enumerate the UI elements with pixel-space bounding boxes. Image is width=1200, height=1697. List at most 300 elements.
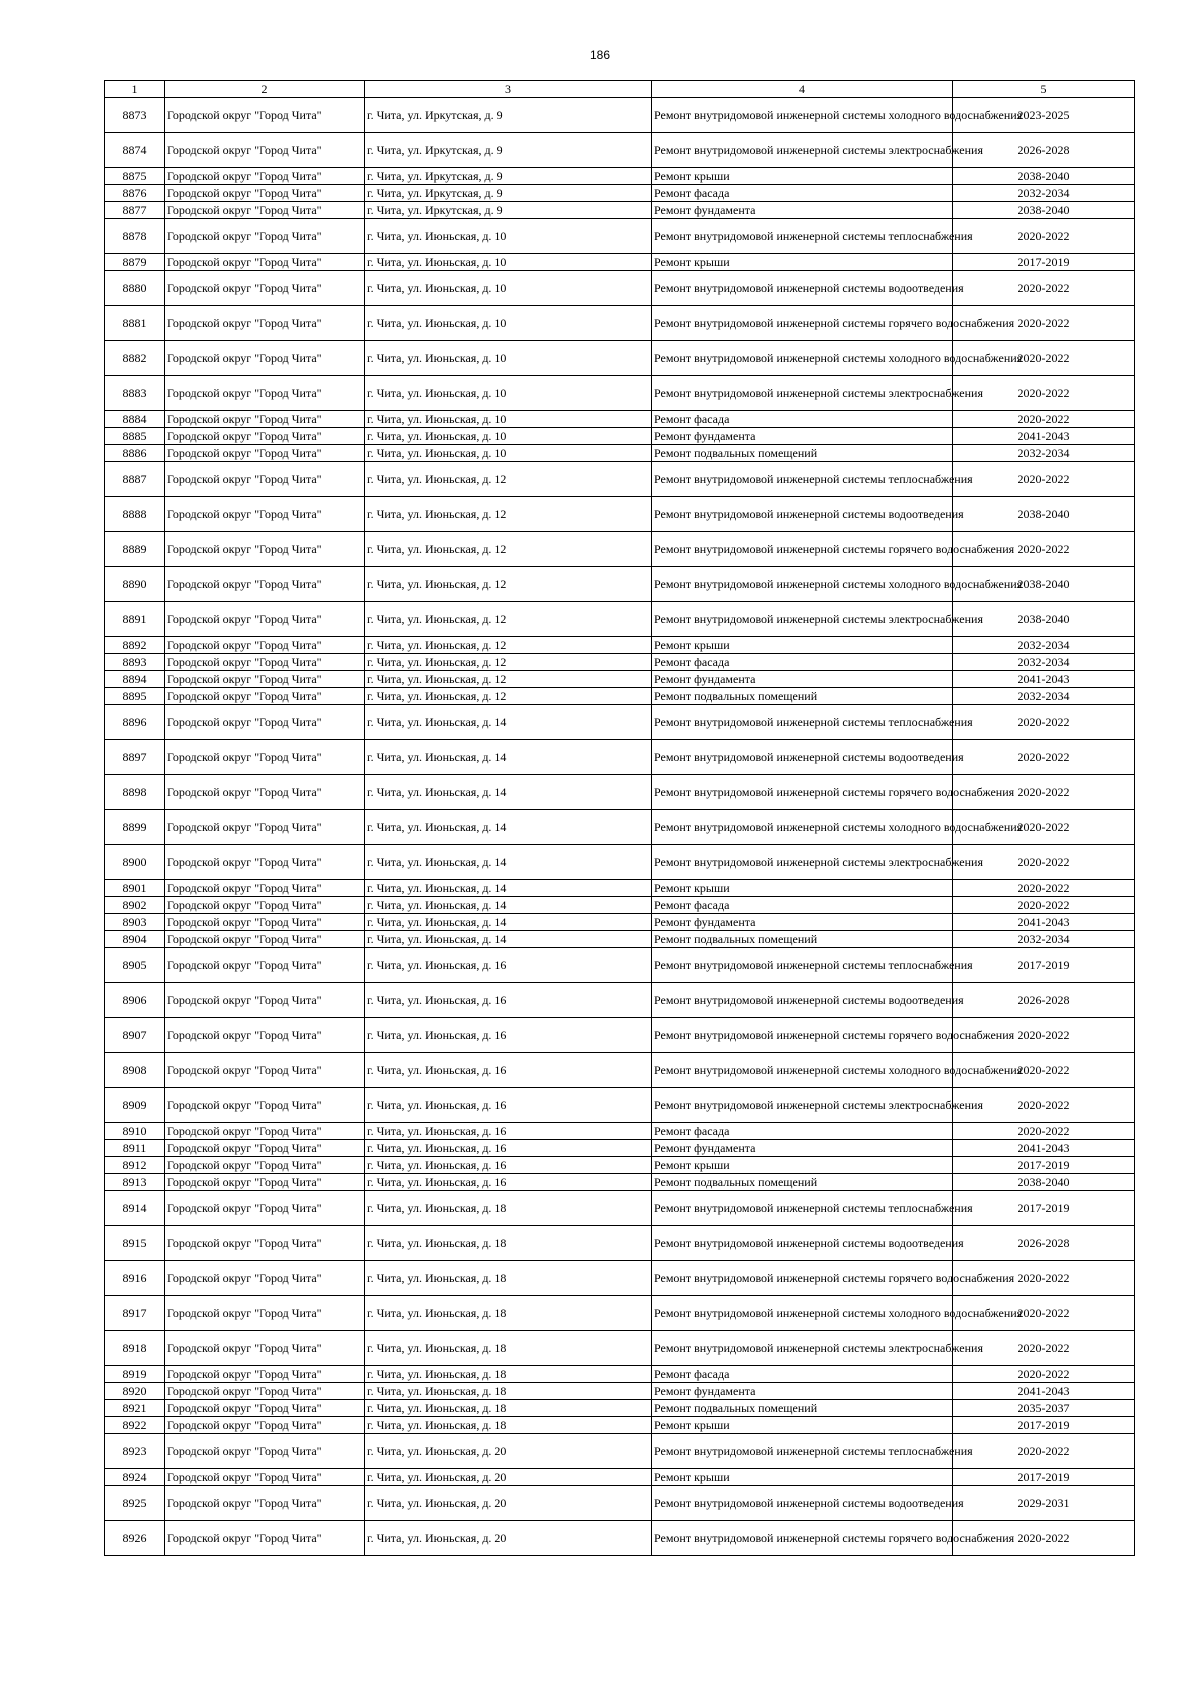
table-row (105, 497, 1135, 532)
row-number-cell: 8887 (105, 462, 165, 497)
district-cell: Городской округ "Город Чита" (165, 1226, 365, 1261)
period-cell: 2038-2040 (953, 168, 1135, 185)
table-row (105, 1417, 1135, 1434)
district-cell: Городской округ "Город Чита" (165, 445, 365, 462)
table-row (105, 133, 1135, 168)
district-cell: Городской округ "Город Чита" (165, 671, 365, 688)
table-row (105, 1140, 1135, 1157)
table-row (105, 306, 1135, 341)
address-cell: г. Чита, ул. Июньская, д. 18 (365, 1383, 652, 1400)
table-row (105, 271, 1135, 306)
table-row (105, 411, 1135, 428)
address-cell: г. Чита, ул. Июньская, д. 10 (365, 341, 652, 376)
table-row (105, 1088, 1135, 1123)
row-number-cell: 8919 (105, 1366, 165, 1383)
address-cell: г. Чита, ул. Июньская, д. 16 (365, 1123, 652, 1140)
address-cell: г. Чита, ул. Иркутская, д. 9 (365, 168, 652, 185)
work-type-cell: Ремонт внутридомовой инженерной системы горячего водоснабжения (652, 1261, 953, 1296)
period-cell: 2020-2022 (953, 306, 1135, 341)
period-cell: 2017-2019 (953, 1469, 1135, 1486)
address-cell: г. Чита, ул. Июньская, д. 18 (365, 1331, 652, 1366)
address-cell: г. Чита, ул. Июньская, д. 14 (365, 705, 652, 740)
work-type-cell: Ремонт фундамента (652, 914, 953, 931)
district-cell: Городской округ "Город Чита" (165, 1417, 365, 1434)
page-number: 186 (589, 48, 611, 62)
district-cell: Городской округ "Город Чита" (165, 688, 365, 705)
table-row (105, 948, 1135, 983)
district-cell: Городской округ "Город Чита" (165, 1331, 365, 1366)
work-type-cell: Ремонт внутридомовой инженерной системы электроснабжения (652, 845, 953, 880)
work-type-cell: Ремонт внутридомовой инженерной системы горячего водоснабжения (652, 775, 953, 810)
period-cell: 2038-2040 (953, 1174, 1135, 1191)
column-header: 1 (105, 81, 165, 98)
address-cell: г. Чита, ул. Июньская, д. 12 (365, 602, 652, 637)
period-cell: 2032-2034 (953, 931, 1135, 948)
address-cell: г. Чита, ул. Июньская, д. 10 (365, 376, 652, 411)
row-number-cell: 8888 (105, 497, 165, 532)
work-type-cell: Ремонт фасада (652, 654, 953, 671)
address-cell: г. Чита, ул. Июньская, д. 20 (365, 1486, 652, 1521)
district-cell: Городской округ "Город Чита" (165, 931, 365, 948)
work-type-cell: Ремонт крыши (652, 1417, 953, 1434)
work-type-cell: Ремонт внутридомовой инженерной системы водоотведения (652, 497, 953, 532)
row-number-cell: 8903 (105, 914, 165, 931)
table-row (105, 1053, 1135, 1088)
district-cell: Городской округ "Город Чита" (165, 1140, 365, 1157)
table-row (105, 1157, 1135, 1174)
period-cell: 2020-2022 (953, 775, 1135, 810)
table-row (105, 567, 1135, 602)
district-cell: Городской округ "Город Чита" (165, 271, 365, 306)
table-row (105, 705, 1135, 740)
table-row (105, 1521, 1135, 1556)
period-cell: 2020-2022 (953, 341, 1135, 376)
work-type-cell: Ремонт крыши (652, 254, 953, 271)
district-cell: Городской округ "Город Чита" (165, 411, 365, 428)
table-row (105, 654, 1135, 671)
district-cell: Городской округ "Город Чита" (165, 1521, 365, 1556)
district-cell: Городской округ "Город Чита" (165, 1174, 365, 1191)
work-type-cell: Ремонт фасада (652, 411, 953, 428)
period-cell: 2020-2022 (953, 1053, 1135, 1088)
table-row (105, 1469, 1135, 1486)
district-cell: Городской округ "Город Чита" (165, 462, 365, 497)
address-cell: г. Чита, ул. Июньская, д. 14 (365, 880, 652, 897)
table-row (105, 428, 1135, 445)
district-cell: Городской округ "Город Чита" (165, 341, 365, 376)
row-number-cell: 8874 (105, 133, 165, 168)
work-type-cell: Ремонт крыши (652, 168, 953, 185)
work-type-cell: Ремонт внутридомовой инженерной системы горячего водоснабжения (652, 1018, 953, 1053)
address-cell: г. Чита, ул. Иркутская, д. 9 (365, 202, 652, 219)
work-type-cell: Ремонт внутридомовой инженерной системы электроснабжения (652, 1331, 953, 1366)
period-cell: 2023-2025 (953, 98, 1135, 133)
row-number-cell: 8897 (105, 740, 165, 775)
row-number-cell: 8902 (105, 897, 165, 914)
row-number-cell: 8922 (105, 1417, 165, 1434)
row-number-cell: 8926 (105, 1521, 165, 1556)
period-cell: 2020-2022 (953, 271, 1135, 306)
period-cell: 2017-2019 (953, 948, 1135, 983)
work-type-cell: Ремонт внутридомовой инженерной системы водоотведения (652, 983, 953, 1018)
district-cell: Городской округ "Город Чита" (165, 98, 365, 133)
period-cell: 2020-2022 (953, 1088, 1135, 1123)
work-type-cell: Ремонт внутридомовой инженерной системы водоотведения (652, 271, 953, 306)
row-number-cell: 8883 (105, 376, 165, 411)
work-type-cell: Ремонт внутридомовой инженерной системы водоотведения (652, 740, 953, 775)
table-row (105, 532, 1135, 567)
period-cell: 2020-2022 (953, 1261, 1135, 1296)
work-type-cell: Ремонт подвальных помещений (652, 1400, 953, 1417)
district-cell: Городской округ "Город Чита" (165, 602, 365, 637)
work-type-cell: Ремонт внутридомовой инженерной системы теплоснабжения (652, 462, 953, 497)
work-type-cell: Ремонт крыши (652, 1157, 953, 1174)
address-cell: г. Чита, ул. Июньская, д. 10 (365, 445, 652, 462)
table-row (105, 1331, 1135, 1366)
row-number-cell: 8915 (105, 1226, 165, 1261)
column-header: 3 (365, 81, 652, 98)
table-row (105, 671, 1135, 688)
table-row (105, 1261, 1135, 1296)
work-type-cell: Ремонт внутридомовой инженерной системы электроснабжения (652, 376, 953, 411)
table-row (105, 897, 1135, 914)
address-cell: г. Чита, ул. Июньская, д. 20 (365, 1521, 652, 1556)
period-cell: 2032-2034 (953, 688, 1135, 705)
address-cell: г. Чита, ул. Июньская, д. 12 (365, 567, 652, 602)
work-type-cell: Ремонт фундамента (652, 671, 953, 688)
work-type-cell: Ремонт фасада (652, 185, 953, 202)
period-cell: 2020-2022 (953, 462, 1135, 497)
row-number-cell: 8916 (105, 1261, 165, 1296)
address-cell: г. Чита, ул. Июньская, д. 14 (365, 931, 652, 948)
table-row (105, 185, 1135, 202)
row-number-cell: 8884 (105, 411, 165, 428)
row-number-cell: 8891 (105, 602, 165, 637)
work-type-cell: Ремонт внутридомовой инженерной системы теплоснабжения (652, 1191, 953, 1226)
address-cell: г. Чита, ул. Июньская, д. 14 (365, 775, 652, 810)
district-cell: Городской округ "Город Чита" (165, 185, 365, 202)
work-type-cell: Ремонт внутридомовой инженерной системы теплоснабжения (652, 1434, 953, 1469)
district-cell: Городской округ "Город Чита" (165, 254, 365, 271)
row-number-cell: 8885 (105, 428, 165, 445)
period-cell: 2020-2022 (953, 1521, 1135, 1556)
work-type-cell: Ремонт внутридомовой инженерной системы холодного водоснабжения (652, 1296, 953, 1331)
row-number-cell: 8907 (105, 1018, 165, 1053)
row-number-cell: 8877 (105, 202, 165, 219)
work-type-cell: Ремонт внутридомовой инженерной системы холодного водоснабжения (652, 567, 953, 602)
row-number-cell: 8923 (105, 1434, 165, 1469)
period-cell: 2038-2040 (953, 497, 1135, 532)
column-header: 2 (165, 81, 365, 98)
work-type-cell: Ремонт внутридомовой инженерной системы теплоснабжения (652, 705, 953, 740)
period-cell: 2035-2037 (953, 1400, 1135, 1417)
table-row (105, 168, 1135, 185)
work-type-cell: Ремонт внутридомовой инженерной системы водоотведения (652, 1226, 953, 1261)
address-cell: г. Чита, ул. Июньская, д. 20 (365, 1469, 652, 1486)
period-cell: 2038-2040 (953, 567, 1135, 602)
work-type-cell: Ремонт внутридомовой инженерной системы электроснабжения (652, 133, 953, 168)
district-cell: Городской округ "Город Чита" (165, 1486, 365, 1521)
address-cell: г. Чита, ул. Иркутская, д. 9 (365, 185, 652, 202)
address-cell: г. Чита, ул. Июньская, д. 12 (365, 462, 652, 497)
work-type-cell: Ремонт фундамента (652, 1383, 953, 1400)
district-cell: Городской округ "Город Чита" (165, 1088, 365, 1123)
row-number-cell: 8925 (105, 1486, 165, 1521)
table-row (105, 1296, 1135, 1331)
table-row (105, 462, 1135, 497)
address-cell: г. Чита, ул. Июньская, д. 18 (365, 1417, 652, 1434)
address-cell: г. Чита, ул. Июньская, д. 10 (365, 428, 652, 445)
row-number-cell: 8900 (105, 845, 165, 880)
period-cell: 2020-2022 (953, 1331, 1135, 1366)
row-number-cell: 8909 (105, 1088, 165, 1123)
address-cell: г. Чита, ул. Иркутская, д. 9 (365, 133, 652, 168)
address-cell: г. Чита, ул. Июньская, д. 14 (365, 897, 652, 914)
address-cell: г. Чита, ул. Июньская, д. 16 (365, 1157, 652, 1174)
row-number-cell: 8910 (105, 1123, 165, 1140)
address-cell: г. Чита, ул. Июньская, д. 12 (365, 671, 652, 688)
district-cell: Городской округ "Город Чита" (165, 845, 365, 880)
district-cell: Городской округ "Город Чита" (165, 654, 365, 671)
row-number-cell: 8924 (105, 1469, 165, 1486)
address-cell: г. Чита, ул. Июньская, д. 18 (365, 1226, 652, 1261)
work-type-cell: Ремонт внутридомовой инженерной системы водоотведения (652, 1486, 953, 1521)
address-cell: г. Чита, ул. Июньская, д. 10 (365, 219, 652, 254)
period-cell: 2029-2031 (953, 1486, 1135, 1521)
table-row (105, 931, 1135, 948)
work-type-cell: Ремонт внутридомовой инженерной системы холодного водоснабжения (652, 341, 953, 376)
row-number-cell: 8911 (105, 1140, 165, 1157)
district-cell: Городской округ "Город Чита" (165, 532, 365, 567)
district-cell: Городской округ "Город Чита" (165, 880, 365, 897)
district-cell: Городской округ "Город Чита" (165, 1018, 365, 1053)
period-cell: 2020-2022 (953, 1434, 1135, 1469)
address-cell: г. Чита, ул. Июньская, д. 14 (365, 810, 652, 845)
work-type-cell: Ремонт фундамента (652, 428, 953, 445)
table-row (105, 341, 1135, 376)
work-type-cell: Ремонт внутридомовой инженерной системы теплоснабжения (652, 948, 953, 983)
work-type-cell: Ремонт подвальных помещений (652, 688, 953, 705)
address-cell: г. Чита, ул. Июньская, д. 14 (365, 740, 652, 775)
district-cell: Городской округ "Город Чита" (165, 1261, 365, 1296)
district-cell: Городской округ "Город Чита" (165, 1469, 365, 1486)
row-number-cell: 8886 (105, 445, 165, 462)
address-cell: г. Чита, ул. Июньская, д. 12 (365, 637, 652, 654)
address-cell: г. Чита, ул. Июньская, д. 18 (365, 1400, 652, 1417)
district-cell: Городской округ "Город Чита" (165, 219, 365, 254)
period-cell: 2020-2022 (953, 532, 1135, 567)
row-number-cell: 8893 (105, 654, 165, 671)
column-header: 5 (953, 81, 1135, 98)
period-cell: 2020-2022 (953, 1366, 1135, 1383)
address-cell: г. Чита, ул. Июньская, д. 16 (365, 1053, 652, 1088)
row-number-cell: 8876 (105, 185, 165, 202)
period-cell: 2020-2022 (953, 880, 1135, 897)
address-cell: г. Чита, ул. Июньская, д. 16 (365, 1088, 652, 1123)
district-cell: Городской округ "Город Чита" (165, 497, 365, 532)
work-type-cell: Ремонт фундамента (652, 1140, 953, 1157)
table-row (105, 1018, 1135, 1053)
row-number-cell: 8913 (105, 1174, 165, 1191)
district-cell: Городской округ "Город Чита" (165, 168, 365, 185)
row-number-cell: 8917 (105, 1296, 165, 1331)
address-cell: г. Чита, ул. Июньская, д. 14 (365, 914, 652, 931)
table-row (105, 688, 1135, 705)
address-cell: г. Чита, ул. Июньская, д. 20 (365, 1434, 652, 1469)
row-number-cell: 8873 (105, 98, 165, 133)
district-cell: Городской округ "Город Чита" (165, 376, 365, 411)
period-cell: 2032-2034 (953, 637, 1135, 654)
row-number-cell: 8881 (105, 306, 165, 341)
table-row (105, 1434, 1135, 1469)
district-cell: Городской округ "Город Чита" (165, 1053, 365, 1088)
table-row (105, 1486, 1135, 1521)
row-number-cell: 8912 (105, 1157, 165, 1174)
period-cell: 2020-2022 (953, 740, 1135, 775)
row-number-cell: 8904 (105, 931, 165, 948)
table-row (105, 740, 1135, 775)
period-cell: 2017-2019 (953, 1157, 1135, 1174)
address-cell: г. Чита, ул. Июньская, д. 12 (365, 654, 652, 671)
period-cell: 2038-2040 (953, 602, 1135, 637)
period-cell: 2032-2034 (953, 654, 1135, 671)
work-type-cell: Ремонт внутридомовой инженерной системы холодного водоснабжения (652, 810, 953, 845)
period-cell: 2020-2022 (953, 1018, 1135, 1053)
row-number-cell: 8890 (105, 567, 165, 602)
work-type-cell: Ремонт подвальных помещений (652, 931, 953, 948)
row-number-cell: 8875 (105, 168, 165, 185)
row-number-cell: 8882 (105, 341, 165, 376)
district-cell: Городской округ "Город Чита" (165, 567, 365, 602)
address-cell: г. Чита, ул. Июньская, д. 18 (365, 1261, 652, 1296)
work-type-cell: Ремонт внутридомовой инженерной системы холодного водоснабжения (652, 1053, 953, 1088)
period-cell: 2026-2028 (953, 1226, 1135, 1261)
row-number-cell: 8921 (105, 1400, 165, 1417)
address-cell: г. Чита, ул. Июньская, д. 10 (365, 306, 652, 341)
row-number-cell: 8892 (105, 637, 165, 654)
work-type-cell: Ремонт крыши (652, 637, 953, 654)
district-cell: Городской округ "Город Чита" (165, 914, 365, 931)
table-row (105, 1174, 1135, 1191)
district-cell: Городской округ "Город Чита" (165, 1366, 365, 1383)
address-cell: г. Чита, ул. Июньская, д. 18 (365, 1296, 652, 1331)
period-cell: 2020-2022 (953, 376, 1135, 411)
table-row (105, 219, 1135, 254)
row-number-cell: 8906 (105, 983, 165, 1018)
address-cell: г. Чита, ул. Июньская, д. 16 (365, 983, 652, 1018)
period-cell: 2041-2043 (953, 1383, 1135, 1400)
district-cell: Городской округ "Город Чита" (165, 740, 365, 775)
table-body (105, 81, 1135, 1556)
address-cell: г. Чита, ул. Июньская, д. 12 (365, 532, 652, 567)
work-type-cell: Ремонт внутридомовой инженерной системы горячего водоснабжения (652, 306, 953, 341)
row-number-cell: 8899 (105, 810, 165, 845)
period-cell: 2020-2022 (953, 845, 1135, 880)
column-header: 4 (652, 81, 953, 98)
district-cell: Городской округ "Город Чита" (165, 637, 365, 654)
district-cell: Городской округ "Город Чита" (165, 1383, 365, 1400)
work-type-cell: Ремонт фасада (652, 1123, 953, 1140)
table-row (105, 202, 1135, 219)
district-cell: Городской округ "Город Чита" (165, 775, 365, 810)
work-type-cell: Ремонт крыши (652, 1469, 953, 1486)
row-number-cell: 8896 (105, 705, 165, 740)
table-row (105, 254, 1135, 271)
table-row (105, 1383, 1135, 1400)
table-row (105, 1123, 1135, 1140)
row-number-cell: 8905 (105, 948, 165, 983)
row-number-cell: 8895 (105, 688, 165, 705)
address-cell: г. Чита, ул. Июньская, д. 10 (365, 254, 652, 271)
address-cell: г. Чита, ул. Июньская, д. 16 (365, 1018, 652, 1053)
table-row (105, 1366, 1135, 1383)
repair-schedule-table (104, 80, 1135, 1556)
work-type-cell: Ремонт крыши (652, 880, 953, 897)
period-cell: 2020-2022 (953, 219, 1135, 254)
row-number-cell: 8898 (105, 775, 165, 810)
period-cell: 2032-2034 (953, 445, 1135, 462)
address-cell: г. Чита, ул. Июньская, д. 10 (365, 411, 652, 428)
table-row (105, 1226, 1135, 1261)
work-type-cell: Ремонт подвальных помещений (652, 1174, 953, 1191)
district-cell: Городской округ "Город Чита" (165, 705, 365, 740)
district-cell: Городской округ "Город Чита" (165, 810, 365, 845)
period-cell: 2038-2040 (953, 202, 1135, 219)
district-cell: Городской округ "Город Чита" (165, 1191, 365, 1226)
row-number-cell: 8918 (105, 1331, 165, 1366)
table-row (105, 637, 1135, 654)
address-cell: г. Чита, ул. Июньская, д. 12 (365, 497, 652, 532)
period-cell: 2017-2019 (953, 254, 1135, 271)
period-cell: 2020-2022 (953, 705, 1135, 740)
period-cell: 2026-2028 (953, 133, 1135, 168)
table-row (105, 98, 1135, 133)
table-row (105, 983, 1135, 1018)
work-type-cell: Ремонт фасада (652, 1366, 953, 1383)
table-row (105, 775, 1135, 810)
period-cell: 2041-2043 (953, 428, 1135, 445)
district-cell: Городской округ "Город Чита" (165, 948, 365, 983)
work-type-cell: Ремонт внутридомовой инженерной системы горячего водоснабжения (652, 532, 953, 567)
row-number-cell: 8879 (105, 254, 165, 271)
district-cell: Городской округ "Город Чита" (165, 306, 365, 341)
address-cell: г. Чита, ул. Июньская, д. 18 (365, 1191, 652, 1226)
period-cell: 2017-2019 (953, 1417, 1135, 1434)
table-row (105, 1400, 1135, 1417)
table-row (105, 845, 1135, 880)
district-cell: Городской округ "Город Чита" (165, 897, 365, 914)
district-cell: Городской округ "Город Чита" (165, 1400, 365, 1417)
address-cell: г. Чита, ул. Июньская, д. 16 (365, 948, 652, 983)
row-number-cell: 8908 (105, 1053, 165, 1088)
district-cell: Городской округ "Город Чита" (165, 428, 365, 445)
period-cell: 2020-2022 (953, 1296, 1135, 1331)
table-row (105, 914, 1135, 931)
period-cell: 2020-2022 (953, 411, 1135, 428)
address-cell: г. Чита, ул. Июньская, д. 10 (365, 271, 652, 306)
column-number-row (105, 81, 1135, 98)
work-type-cell: Ремонт внутридомовой инженерной системы холодного водоснабжения (652, 98, 953, 133)
period-cell: 2017-2019 (953, 1191, 1135, 1226)
table-row (105, 880, 1135, 897)
work-type-cell: Ремонт внутридомовой инженерной системы электроснабжения (652, 602, 953, 637)
row-number-cell: 8920 (105, 1383, 165, 1400)
period-cell: 2041-2043 (953, 1140, 1135, 1157)
address-cell: г. Чита, ул. Июньская, д. 18 (365, 1366, 652, 1383)
table-row (105, 445, 1135, 462)
district-cell: Городской округ "Город Чита" (165, 1434, 365, 1469)
period-cell: 2026-2028 (953, 983, 1135, 1018)
